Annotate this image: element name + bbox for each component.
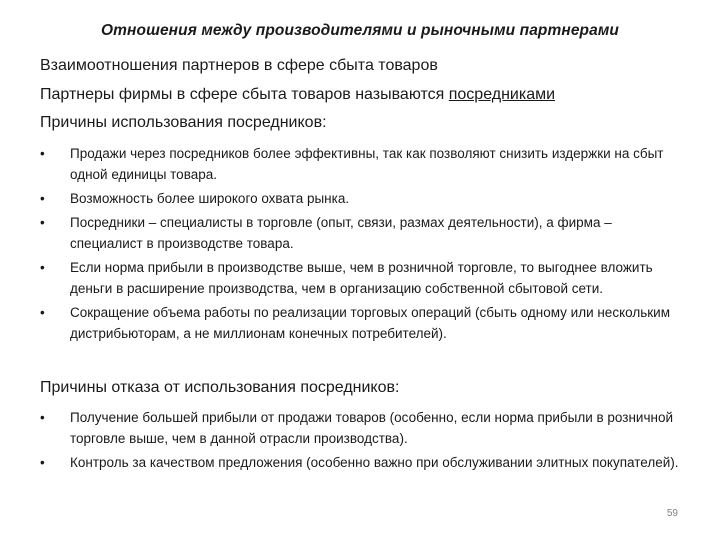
list-item [40,407,680,449]
list-item [40,143,680,185]
list-item-text: Посредники – специалисты в торговле (опыт, связи, размах деятельности), а фирма – специалист в производстве товара. [70,215,612,251]
list-item [40,188,680,209]
bullet-icon: • [40,215,45,230]
heading-reasons-refuse: Причины отказа от использования посредников: [40,379,400,396]
bullet-icon: • [40,191,45,206]
bullet-icon: • [40,146,45,161]
list-item-text: Получение большей прибыли от продажи товаров (особенно, если норма прибыли в розничной торговле выше, чем в данной отрасли производства). [70,410,674,446]
page-number: 59 [666,508,678,519]
heading-partners-relations: Взаимоотношения партнеров в сфере сбыта товаров [40,57,438,74]
heading-intermediaries-definition [40,86,555,104]
reasons-refuse-list [40,407,680,476]
reasons-use-list [40,143,680,347]
list-item [40,257,680,299]
bullet-icon: • [40,260,45,275]
slide-title: Отношения между производителями и рыночными партнерами [101,22,619,39]
bullet-icon: • [40,410,45,425]
list-item-text: Контроль за качеством предложения (особенно важно при обслуживании элитных покупателей). [70,455,679,470]
list-item-text: Продажи через посредников более эффективны, так как позволяют снизить издержки на сбыт одной единицы товара. [70,146,664,182]
list-item [40,452,680,473]
list-item [40,212,680,254]
list-item [40,302,680,344]
list-item-text: Если норма прибыли в производстве выше, чем в розничной торговле, то выгоднее вложить деньги в расширение производства, чем в организацию собственной сбытовой сети. [70,260,653,296]
bullet-icon: • [40,305,45,320]
bullet-icon: • [40,455,45,470]
definition-text: Партнеры фирмы в сфере сбыта товаров называются [40,86,449,103]
term-intermediaries: посредниками [448,86,556,103]
heading-reasons-use: Причины использования посредников: [40,114,327,131]
list-item-text: Сокращение объема работы по реализации торговых операций (сбыть одному или нескольким дистрибьюторам, а не миллионам конечных потребителей). [70,305,670,341]
list-item-text: Возможность более широкого охвата рынка. [70,191,350,206]
